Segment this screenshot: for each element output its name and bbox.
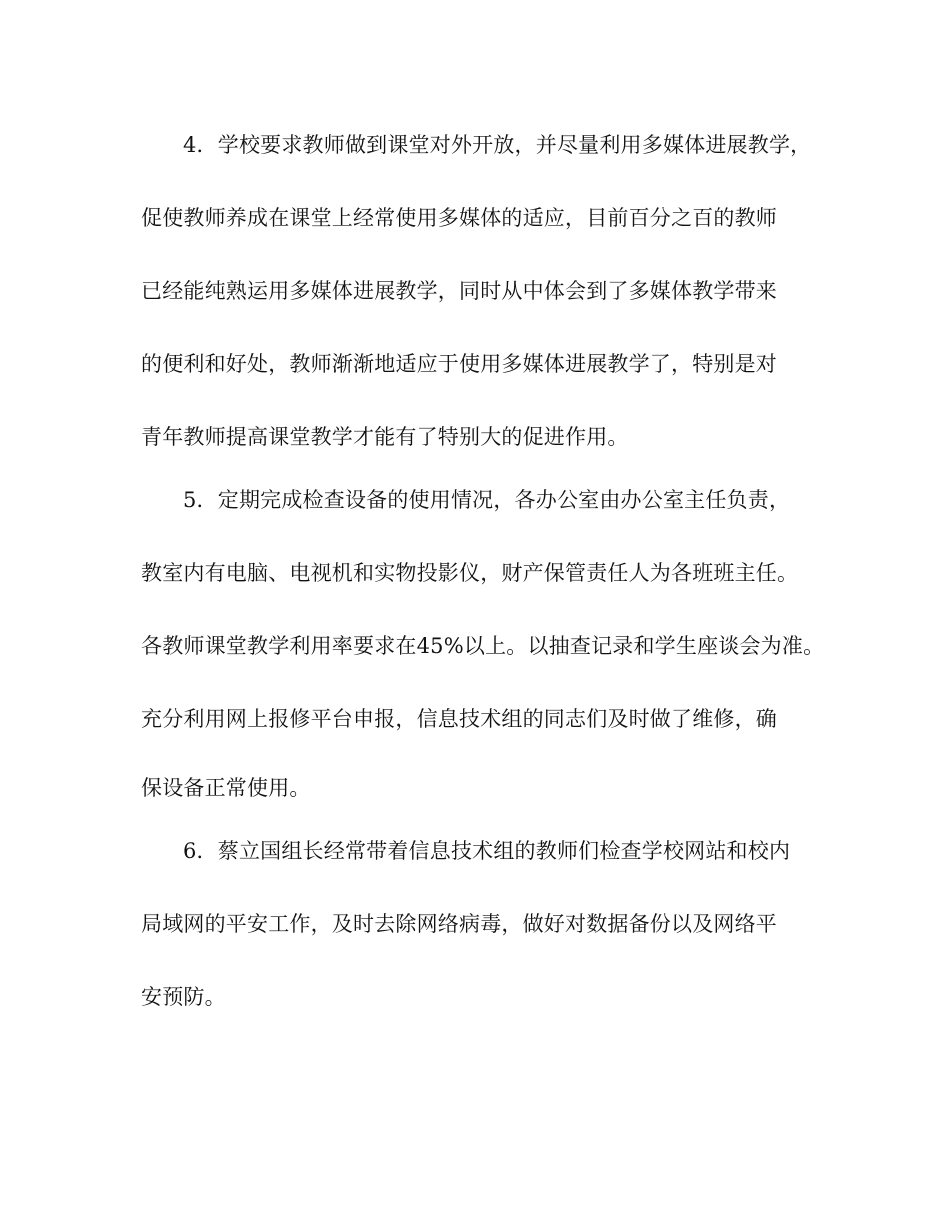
paragraph-4-line-2: 促使教师养成在课堂上经常使用多媒体的适应，目前百分之百的教师 — [141, 206, 777, 230]
paragraph-6-line-2: 局域网的平安工作，及时去除网络病毒，做好对数据备份以及网络平 — [141, 912, 777, 936]
paragraph-4-line-1: 4．学校要求教师做到课堂对外开放，并尽量利用多媒体进展教学， — [183, 133, 812, 157]
paragraph-6-line-1: 6．蔡立国组长经常带着信息技术组的教师们检查学校网站和校内 — [183, 839, 791, 863]
paragraph-5-line-1: 5．定期完成检查设备的使用情况，各办公室由办公室主任负责， — [183, 488, 791, 512]
paragraph-6-line-3: 安预防。 — [141, 985, 226, 1009]
paragraph-5-line-4: 充分利用网上报修平台申报，信息技术组的同志们及时做了维修，确 — [141, 707, 777, 731]
paragraph-4-line-3: 已经能纯熟运用多媒体进展教学，同时从中体会到了多媒体教学带来 — [141, 279, 777, 303]
paragraph-4-line-4: 的便利和好处，教师渐渐地适应于使用多媒体进展教学了，特别是对 — [141, 352, 777, 376]
paragraph-5-line-2: 教室内有电脑、电视机和实物投影仪，财产保管责任人为各班班主任。 — [141, 561, 799, 585]
paragraph-4-line-5: 青年教师提高课堂教学才能有了特别大的促进作用。 — [141, 425, 629, 449]
paragraph-5-line-5: 保设备正常使用。 — [141, 776, 311, 800]
paragraph-5-line-3: 各教师课堂教学利用率要求在45%以上。以抽查记录和学生座谈会为准。 — [141, 634, 825, 658]
